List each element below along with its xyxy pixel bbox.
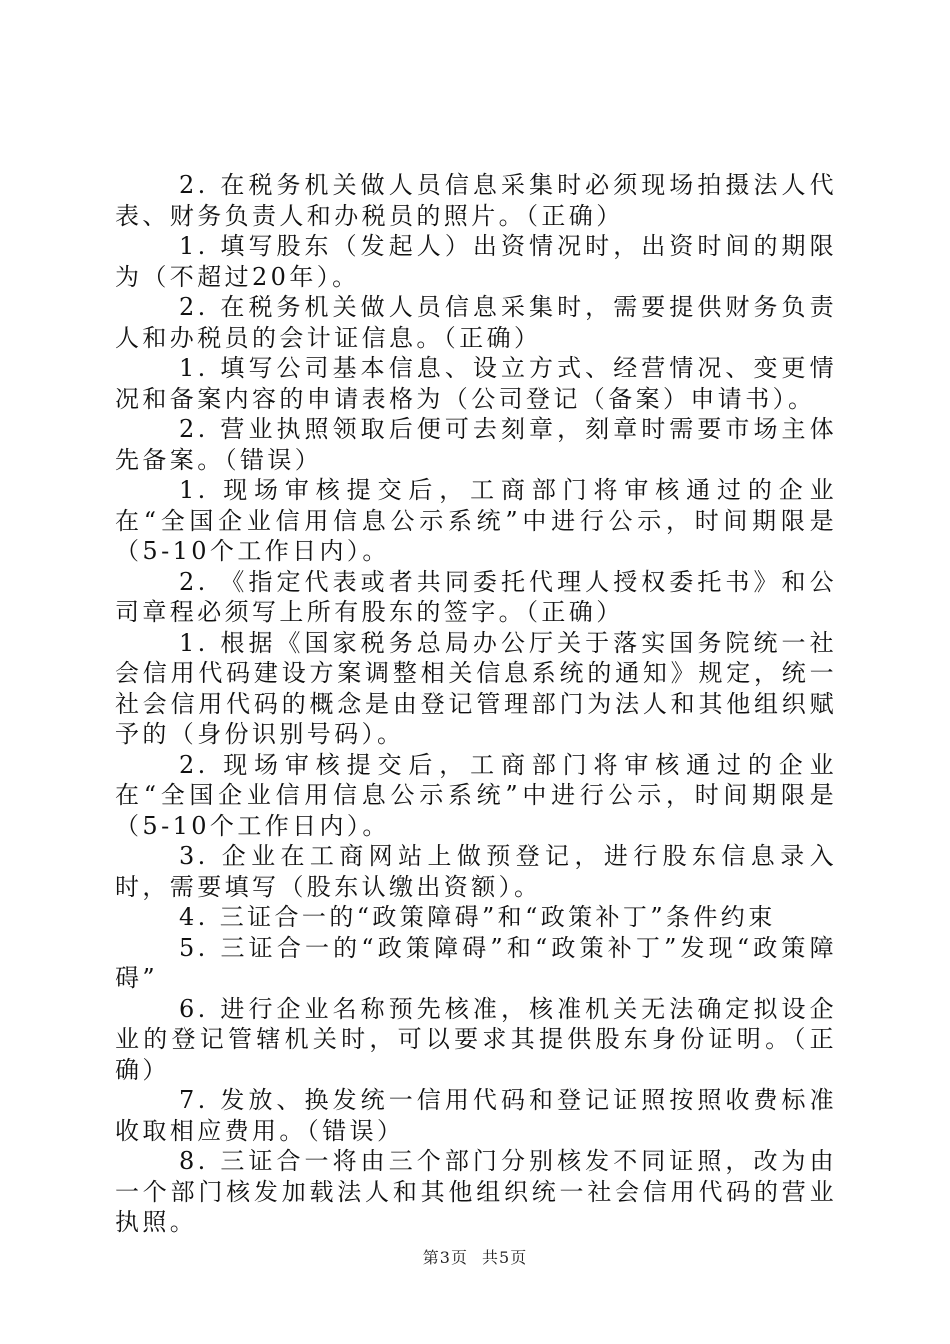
paragraph: 1. 填写公司基本信息、设立方式、经营情况、变更情况和备案内容的申请表格为（公司登记（备案）申请书）。 <box>115 354 837 413</box>
paragraph: 2. 在税务机关做人员信息采集时，需要提供财务负责人和办税员的会计证信息。（正确） <box>115 293 837 352</box>
paragraph: 4. 三证合一的“政策障碍”和“政策补丁”条件约束 <box>179 903 776 931</box>
paragraph: 2. 在税务机关做人员信息采集时必须现场拍摄法人代表、财务负责人和办税员的照片。（正确） <box>115 171 837 230</box>
page-number: 第3页 <box>422 1248 468 1267</box>
paragraph: 1. 填写股东（发起人）出资情况时，出资时间的期限为（不超过20年）。 <box>115 232 837 291</box>
paragraph: 6. 进行企业名称预先核准，核准机关无法确定拟设企业的登记管辖机关时，可以要求其提供股东身份证明。（正确） <box>115 994 837 1084</box>
paragraph: 7. 发放、换发统一信用代码和登记证照按照收费标准收取相应费用。（错误） <box>115 1086 837 1145</box>
paragraph: 3. 企业在工商网站上做预登记，进行股东信息录入时，需要填写（股东认缴出资额）。 <box>115 842 837 901</box>
paragraph: 2. 营业执照领取后便可去刻章，刻章时需要市场主体先备案。（错误） <box>115 415 837 474</box>
paragraph: 5. 三证合一的“政策障碍”和“政策补丁”发现“政策障碍” <box>115 933 837 992</box>
paragraph: 2. 《指定代表或者共同委托代理人授权委托书》和公司章程必须写上所有股东的签字。（正确） <box>115 567 837 626</box>
document-body <box>115 170 837 1238</box>
page-total: 共5页 <box>482 1248 528 1267</box>
paragraph: 2. 现场审核提交后，工商部门将审核通过的企业在“全国企业信用信息公示系统”中进行公示，时间期限是（5-10个工作日内）。 <box>115 750 837 840</box>
paragraph: 1. 现场审核提交后，工商部门将审核通过的企业在“全国企业信用信息公示系统”中进行公示，时间期限是（5-10个工作日内）。 <box>115 476 837 565</box>
paragraph: 1. 根据《国家税务总局办公厅关于落实国务院统一社会信用代码建设方案调整相关信息系统的通知》规定，统一社会信用代码的概念是由登记管理部门为法人和其他组织赋予的（身份识别号码）。 <box>115 628 837 748</box>
page-footer <box>0 1245 950 1268</box>
paragraph: 8. 三证合一将由三个部门分别核发不同证照，改为由一个部门核发加载法人和其他组织统一社会信用代码的营业执照。 <box>115 1147 837 1236</box>
